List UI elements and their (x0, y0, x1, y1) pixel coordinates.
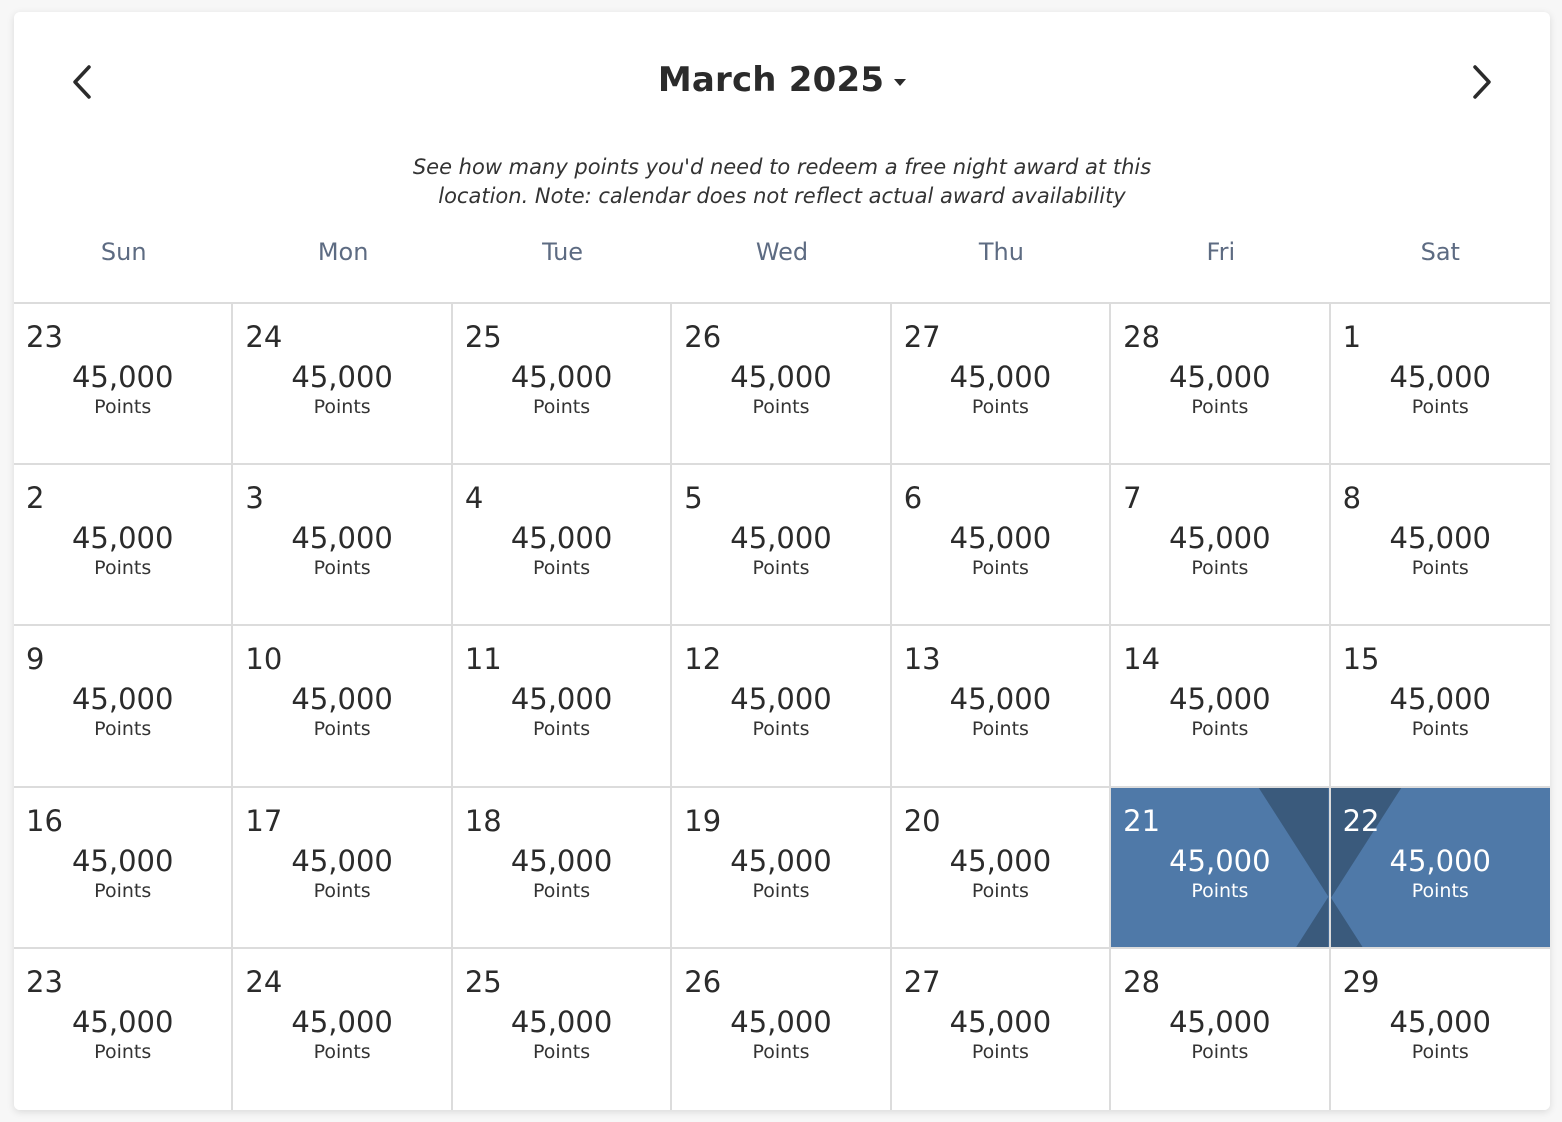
day-cell[interactable] (14, 626, 233, 787)
day-number: 20 (903, 803, 941, 838)
day-number: 17 (245, 803, 283, 838)
month-year-dropdown[interactable] (658, 60, 906, 100)
points-label: Points (752, 879, 810, 902)
day-number: 16 (26, 803, 63, 838)
points-label: Points (1411, 557, 1469, 580)
day-cell[interactable] (672, 788, 891, 949)
day-number: 12 (684, 642, 722, 677)
points-value: 45,000 (730, 360, 832, 394)
points-value: 45,000 (71, 682, 174, 717)
points-label: Points (1191, 557, 1249, 580)
next-month-button[interactable] (1462, 62, 1502, 102)
points-label: Points (971, 557, 1029, 580)
points-label: Points (94, 557, 152, 580)
points-label: Points (533, 557, 591, 580)
points-label: Points (752, 396, 810, 418)
day-cell[interactable] (892, 788, 1111, 949)
chevron-right-icon (1470, 64, 1494, 100)
weekday-mon: Mon (317, 238, 369, 266)
points-label: Points (971, 879, 1029, 902)
day-number: 10 (245, 642, 283, 677)
day-cell[interactable] (892, 304, 1111, 465)
day-cell-selected-end[interactable] (1331, 788, 1550, 949)
points-label: Points (533, 718, 591, 741)
day-cell[interactable] (233, 465, 452, 626)
day-cell[interactable] (1331, 626, 1550, 787)
weekday-fri: Fri (1206, 238, 1236, 266)
points-value: 45,000 (291, 1004, 393, 1039)
day-number: 21 (1123, 803, 1161, 838)
day-number: 27 (903, 964, 941, 999)
points-value: 45,000 (1169, 1004, 1271, 1039)
points-value: 45,000 (1389, 1004, 1492, 1039)
day-cell[interactable] (892, 626, 1111, 787)
points-label: Points (1411, 1040, 1469, 1063)
day-number: 14 (1123, 642, 1161, 677)
caret-down-icon (894, 79, 906, 86)
points-value: 45,000 (510, 843, 613, 878)
weekday-sat: Sat (1420, 238, 1460, 266)
day-cell[interactable] (672, 465, 891, 626)
day-cell[interactable] (453, 626, 672, 787)
points-label: Points (94, 879, 152, 902)
points-value: 45,000 (1389, 521, 1492, 556)
day-cell[interactable] (1111, 465, 1330, 626)
weekday-thu: Thu (978, 238, 1024, 266)
day-number: 4 (464, 481, 484, 516)
day-number: 18 (464, 803, 502, 838)
day-cell[interactable] (1331, 949, 1550, 1110)
day-number: 24 (245, 320, 283, 354)
points-value: 45,000 (1389, 843, 1492, 878)
points-label: Points (1191, 879, 1249, 902)
day-number: 26 (684, 964, 722, 999)
day-cell[interactable] (453, 465, 672, 626)
points-label: Points (94, 396, 152, 418)
day-number: 15 (1342, 642, 1380, 677)
points-label: Points (1411, 718, 1469, 741)
points-label: Points (533, 1040, 591, 1063)
points-value: 45,000 (730, 521, 832, 556)
points-label: Points (313, 396, 371, 418)
weekday-header (14, 238, 1550, 266)
day-cell[interactable] (233, 304, 452, 465)
points-label: Points (533, 879, 591, 902)
points-value: 45,000 (71, 1004, 174, 1039)
day-cell-selected-start[interactable] (1111, 788, 1330, 949)
points-label: Points (94, 1040, 152, 1063)
day-cell[interactable] (1331, 304, 1550, 465)
day-cell[interactable] (233, 949, 452, 1110)
points-value: 45,000 (71, 843, 174, 878)
day-cell[interactable] (892, 949, 1111, 1110)
points-label: Points (752, 557, 810, 580)
day-number: 27 (903, 320, 941, 354)
day-number: 28 (1123, 320, 1161, 354)
points-value: 45,000 (1389, 360, 1492, 394)
day-cell[interactable] (672, 949, 891, 1110)
day-number: 8 (1342, 481, 1362, 516)
day-cell[interactable] (672, 626, 891, 787)
day-number: 24 (245, 964, 283, 999)
day-number: 11 (464, 642, 502, 677)
weekday-tue: Tue (542, 238, 584, 266)
points-label: Points (313, 1040, 371, 1063)
day-number: 6 (903, 481, 923, 516)
points-value: 45,000 (730, 843, 832, 878)
award-calendar (14, 12, 1550, 1110)
points-value: 45,000 (949, 521, 1052, 556)
day-cell[interactable] (14, 949, 233, 1110)
points-label: Points (971, 396, 1029, 418)
day-cell[interactable] (233, 788, 452, 949)
day-cell[interactable] (1111, 626, 1330, 787)
day-number: 22 (1342, 803, 1380, 838)
day-number: 7 (1123, 481, 1142, 516)
points-label: Points (313, 718, 371, 741)
day-cell[interactable] (14, 304, 233, 465)
day-number: 26 (684, 320, 722, 354)
day-number: 3 (245, 481, 264, 516)
points-value: 45,000 (291, 682, 393, 717)
points-value: 45,000 (730, 682, 832, 717)
points-label: Points (1191, 396, 1249, 418)
points-value: 45,000 (949, 682, 1052, 717)
points-value: 45,000 (510, 360, 613, 394)
points-value: 45,000 (71, 360, 174, 394)
points-value: 45,000 (291, 843, 393, 878)
points-value: 45,000 (1389, 682, 1492, 717)
points-value: 45,000 (949, 360, 1052, 394)
month-header (14, 60, 1550, 100)
points-value: 45,000 (71, 521, 174, 556)
calendar-note: See how many points you'd need to redeem a free night award at this location. Note: calendar does not reflect actual award availability (412, 155, 1152, 208)
day-number: 23 (26, 320, 63, 354)
calendar-grid (14, 302, 1550, 1110)
day-number: 5 (684, 481, 703, 516)
day-cell[interactable] (233, 626, 452, 787)
points-label: Points (313, 879, 371, 902)
day-cell[interactable] (14, 465, 233, 626)
day-cell[interactable] (672, 304, 891, 465)
day-number: 23 (26, 964, 63, 999)
day-cell[interactable] (1111, 949, 1330, 1110)
points-label: Points (971, 718, 1029, 741)
points-value: 45,000 (1169, 360, 1271, 394)
points-value: 45,000 (949, 1004, 1052, 1039)
points-value: 45,000 (1169, 843, 1271, 878)
points-value: 45,000 (291, 360, 393, 394)
day-cell[interactable] (453, 788, 672, 949)
points-value: 45,000 (949, 843, 1052, 878)
points-value: 45,000 (1169, 682, 1271, 717)
points-value: 45,000 (510, 521, 613, 556)
day-number: 19 (684, 803, 722, 838)
points-label: Points (1191, 718, 1249, 741)
points-label: Points (313, 557, 371, 580)
points-label: Points (752, 1040, 810, 1063)
day-number: 9 (26, 642, 45, 677)
day-number: 25 (464, 320, 502, 354)
points-label: Points (94, 718, 152, 741)
day-number: 2 (26, 481, 45, 516)
day-cell[interactable] (14, 788, 233, 949)
points-label: Points (752, 718, 810, 741)
points-label: Points (1411, 396, 1469, 418)
weekday-sun: Sun (100, 238, 147, 266)
day-cell[interactable] (892, 465, 1111, 626)
day-cell[interactable] (1331, 465, 1550, 626)
points-value: 45,000 (510, 682, 613, 717)
day-cell[interactable] (453, 949, 672, 1110)
day-number: 29 (1342, 964, 1380, 999)
points-label: Points (971, 1040, 1029, 1063)
points-value: 45,000 (510, 1004, 613, 1039)
day-number: 1 (1342, 320, 1362, 354)
points-label: Points (1411, 879, 1469, 902)
day-number: 13 (903, 642, 941, 677)
month-title: March 2025 (657, 60, 885, 100)
points-label: Points (533, 396, 591, 418)
points-value: 45,000 (291, 521, 393, 556)
day-cell[interactable] (453, 304, 672, 465)
day-number: 28 (1123, 964, 1161, 999)
day-cell[interactable] (1111, 304, 1330, 465)
points-value: 45,000 (1169, 521, 1271, 556)
points-label: Points (1191, 1040, 1249, 1063)
weekday-wed: Wed (755, 238, 809, 266)
points-value: 45,000 (730, 1004, 832, 1039)
day-number: 25 (464, 964, 502, 999)
